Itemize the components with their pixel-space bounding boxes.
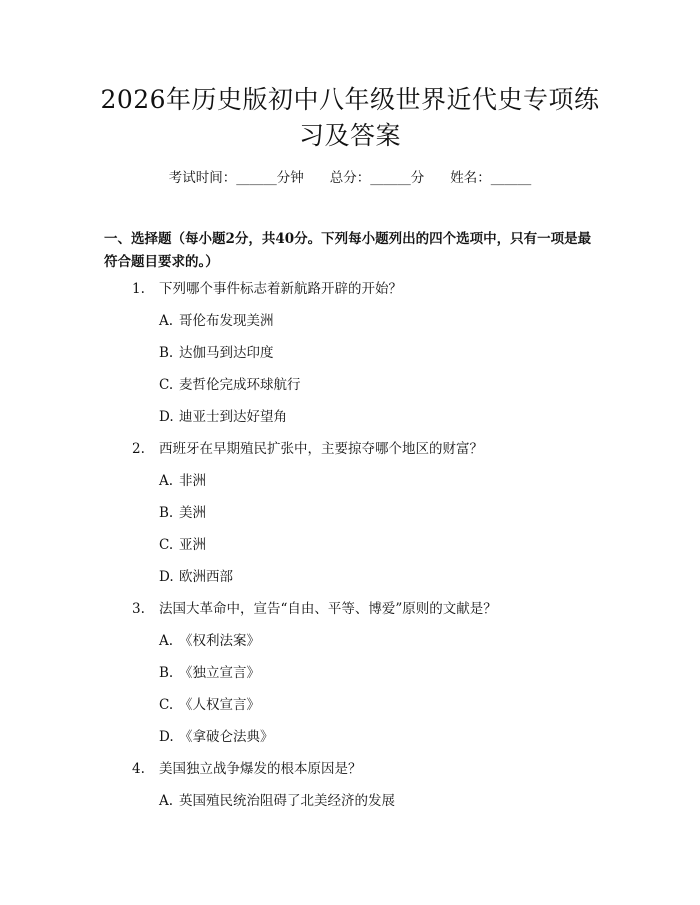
option-c <box>0 695 700 727</box>
option-letter: A. <box>159 633 174 649</box>
option-letter: A. <box>159 473 174 489</box>
question-text: 法国大革命中，宣告“自由、平等、博爱”原则的文献是？ <box>159 601 497 617</box>
option-a <box>0 471 700 503</box>
option-letter: C. <box>159 697 174 713</box>
student-name-field: 姓名：______ <box>450 170 532 186</box>
option-letter: A. <box>159 313 174 329</box>
option-text: 达伽马到达印度 <box>179 345 274 361</box>
option-c <box>0 375 700 407</box>
question-stem <box>0 439 700 471</box>
question-stem <box>0 759 700 791</box>
option-letter: B. <box>159 665 174 681</box>
option-text: 英国殖民统治阻碍了北美经济的发展 <box>179 793 395 809</box>
question-text: 下列哪个事件标志着新航路开辟的开始？ <box>159 281 402 297</box>
page-title <box>90 82 610 154</box>
question-2 <box>0 439 700 599</box>
question-list <box>0 279 700 823</box>
option-letter: C. <box>159 377 174 393</box>
option-letter: A. <box>159 793 174 809</box>
question-number: 3. <box>132 601 145 617</box>
option-b <box>0 343 700 375</box>
option-d <box>0 407 700 439</box>
exam-time-field: 考试时间：______分钟 <box>168 170 304 186</box>
section-heading: 一、选择题（每小题2分，共40分。下列每小题列出的四个选项中，只有一项是最符合题目要求的。） <box>104 231 592 270</box>
option-text: 亚洲 <box>179 537 206 553</box>
question-number: 1. <box>132 281 145 297</box>
title-line-1: 2026年历史版初中八年级世界近代史专项练 <box>100 85 600 114</box>
option-d <box>0 727 700 759</box>
option-letter: D. <box>159 569 174 585</box>
question-4 <box>0 759 700 823</box>
option-c <box>0 535 700 567</box>
option-text: 《拿破仑法典》 <box>179 729 274 745</box>
option-text: 欧洲西部 <box>179 569 233 585</box>
option-a <box>0 631 700 663</box>
option-text: 麦哲伦完成环球航行 <box>179 377 301 393</box>
question-stem <box>0 599 700 631</box>
option-letter: C. <box>159 537 174 553</box>
option-text: 迪亚士到达好望角 <box>179 409 287 425</box>
question-stem <box>0 279 700 311</box>
title-line-2: 习及答案 <box>298 121 401 150</box>
option-text: 《权利法案》 <box>179 633 260 649</box>
option-letter: D. <box>159 409 174 425</box>
option-b <box>0 503 700 535</box>
question-text: 西班牙在早期殖民扩张中，主要掠夺哪个地区的财富？ <box>159 441 483 457</box>
total-score-field: 总分：______分 <box>329 170 425 186</box>
exam-meta-line <box>0 169 700 187</box>
option-text: 哥伦布发现美洲 <box>179 313 274 329</box>
option-b <box>0 663 700 695</box>
question-3 <box>0 599 700 759</box>
question-1 <box>0 279 700 439</box>
question-number: 2. <box>132 441 145 457</box>
option-letter: B. <box>159 505 174 521</box>
question-text: 美国独立战争爆发的根本原因是？ <box>159 761 362 777</box>
option-text: 美洲 <box>179 505 206 521</box>
option-letter: B. <box>159 345 174 361</box>
option-text: 《人权宣言》 <box>179 697 260 713</box>
option-a <box>0 311 700 343</box>
option-letter: D. <box>159 729 174 745</box>
option-text: 非洲 <box>179 473 206 489</box>
option-a <box>0 791 700 823</box>
question-number: 4. <box>132 761 145 777</box>
option-text: 《独立宣言》 <box>179 665 260 681</box>
option-d <box>0 567 700 599</box>
